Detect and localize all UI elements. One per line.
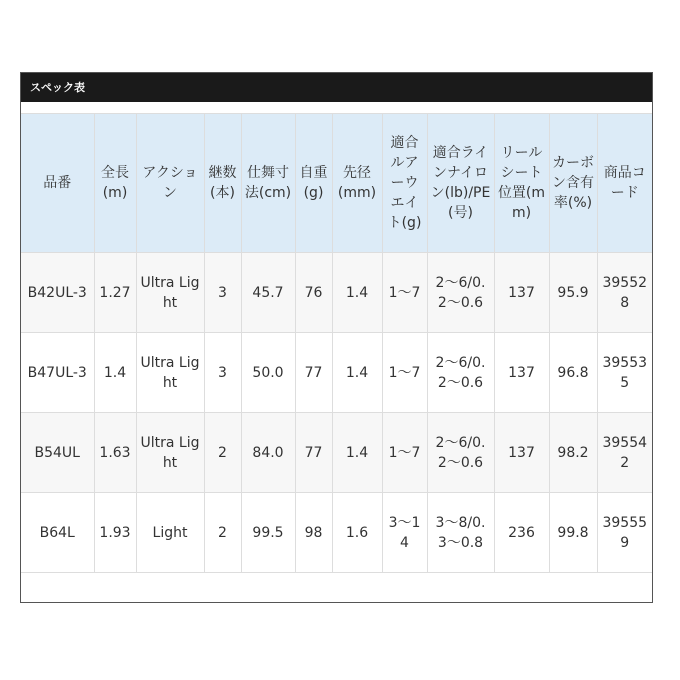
table-cell: 1.4 [94, 333, 136, 413]
table-cell: 84.0 [241, 413, 295, 493]
column-header: 仕舞寸法(cm) [241, 114, 295, 253]
table-cell: 1.4 [332, 253, 382, 333]
table-cell: 2〜6/0.2〜0.6 [427, 413, 494, 493]
table-cell: 1.6 [332, 493, 382, 573]
column-header: 適合ルアーウエイト(g) [382, 114, 427, 253]
table-cell: 395542 [597, 413, 652, 493]
table-cell: 1〜7 [382, 333, 427, 413]
table-cell: 236 [494, 493, 549, 573]
table-cell: 2〜6/0.2〜0.6 [427, 333, 494, 413]
column-header: 継数(本) [204, 114, 241, 253]
table-cell: 1.63 [94, 413, 136, 493]
table-cell: 95.9 [549, 253, 597, 333]
table-cell: 395559 [597, 493, 652, 573]
column-header: 適合ラインナイロン(lb)/PE(号) [427, 114, 494, 253]
table-cell: 137 [494, 253, 549, 333]
table-cell: 137 [494, 413, 549, 493]
column-header: 自重(g) [295, 114, 332, 253]
table-row [21, 253, 652, 333]
table-cell: 3 [204, 253, 241, 333]
table-cell: 1〜7 [382, 413, 427, 493]
table-cell: 98.2 [549, 413, 597, 493]
column-header: 品番 [21, 114, 94, 253]
table-cell: 3 [204, 333, 241, 413]
table-row [21, 413, 652, 493]
table-cell: Ultra Light [136, 413, 204, 493]
column-header: アクション [136, 114, 204, 253]
column-header: 先径(mm) [332, 114, 382, 253]
table-cell: 1.4 [332, 413, 382, 493]
table-cell: 76 [295, 253, 332, 333]
table-cell: 137 [494, 333, 549, 413]
table-cell: B54UL [21, 413, 94, 493]
table-row [21, 333, 652, 413]
table-cell: Ultra Light [136, 333, 204, 413]
column-header: 全長(m) [94, 114, 136, 253]
table-cell: Light [136, 493, 204, 573]
table-cell: B47UL-3 [21, 333, 94, 413]
table-cell: 3〜8/0.3〜0.8 [427, 493, 494, 573]
spec-table-panel [20, 72, 653, 603]
table-cell: 50.0 [241, 333, 295, 413]
table-cell: 99.8 [549, 493, 597, 573]
column-header: 商品コード [597, 114, 652, 253]
section-title: スペック表 [21, 73, 652, 102]
table-cell: 395535 [597, 333, 652, 413]
table-cell: 96.8 [549, 333, 597, 413]
table-cell: 1.4 [332, 333, 382, 413]
table-cell: 3〜14 [382, 493, 427, 573]
header-row [21, 114, 652, 253]
table-cell: 99.5 [241, 493, 295, 573]
table-cell: 1.27 [94, 253, 136, 333]
table-cell: B64L [21, 493, 94, 573]
table-cell: 395528 [597, 253, 652, 333]
table-cell: 77 [295, 333, 332, 413]
spec-table [21, 113, 652, 573]
table-cell: 98 [295, 493, 332, 573]
table-cell: 1.93 [94, 493, 136, 573]
table-cell: 1〜7 [382, 253, 427, 333]
table-cell: 2〜6/0.2〜0.6 [427, 253, 494, 333]
table-row [21, 493, 652, 573]
column-header: リールシート位置(mm) [494, 114, 549, 253]
table-cell: 2 [204, 493, 241, 573]
table-cell: 77 [295, 413, 332, 493]
column-header: カーボン含有率(%) [549, 114, 597, 253]
table-cell: 2 [204, 413, 241, 493]
table-cell: 45.7 [241, 253, 295, 333]
table-cell: B42UL-3 [21, 253, 94, 333]
table-cell: Ultra Light [136, 253, 204, 333]
